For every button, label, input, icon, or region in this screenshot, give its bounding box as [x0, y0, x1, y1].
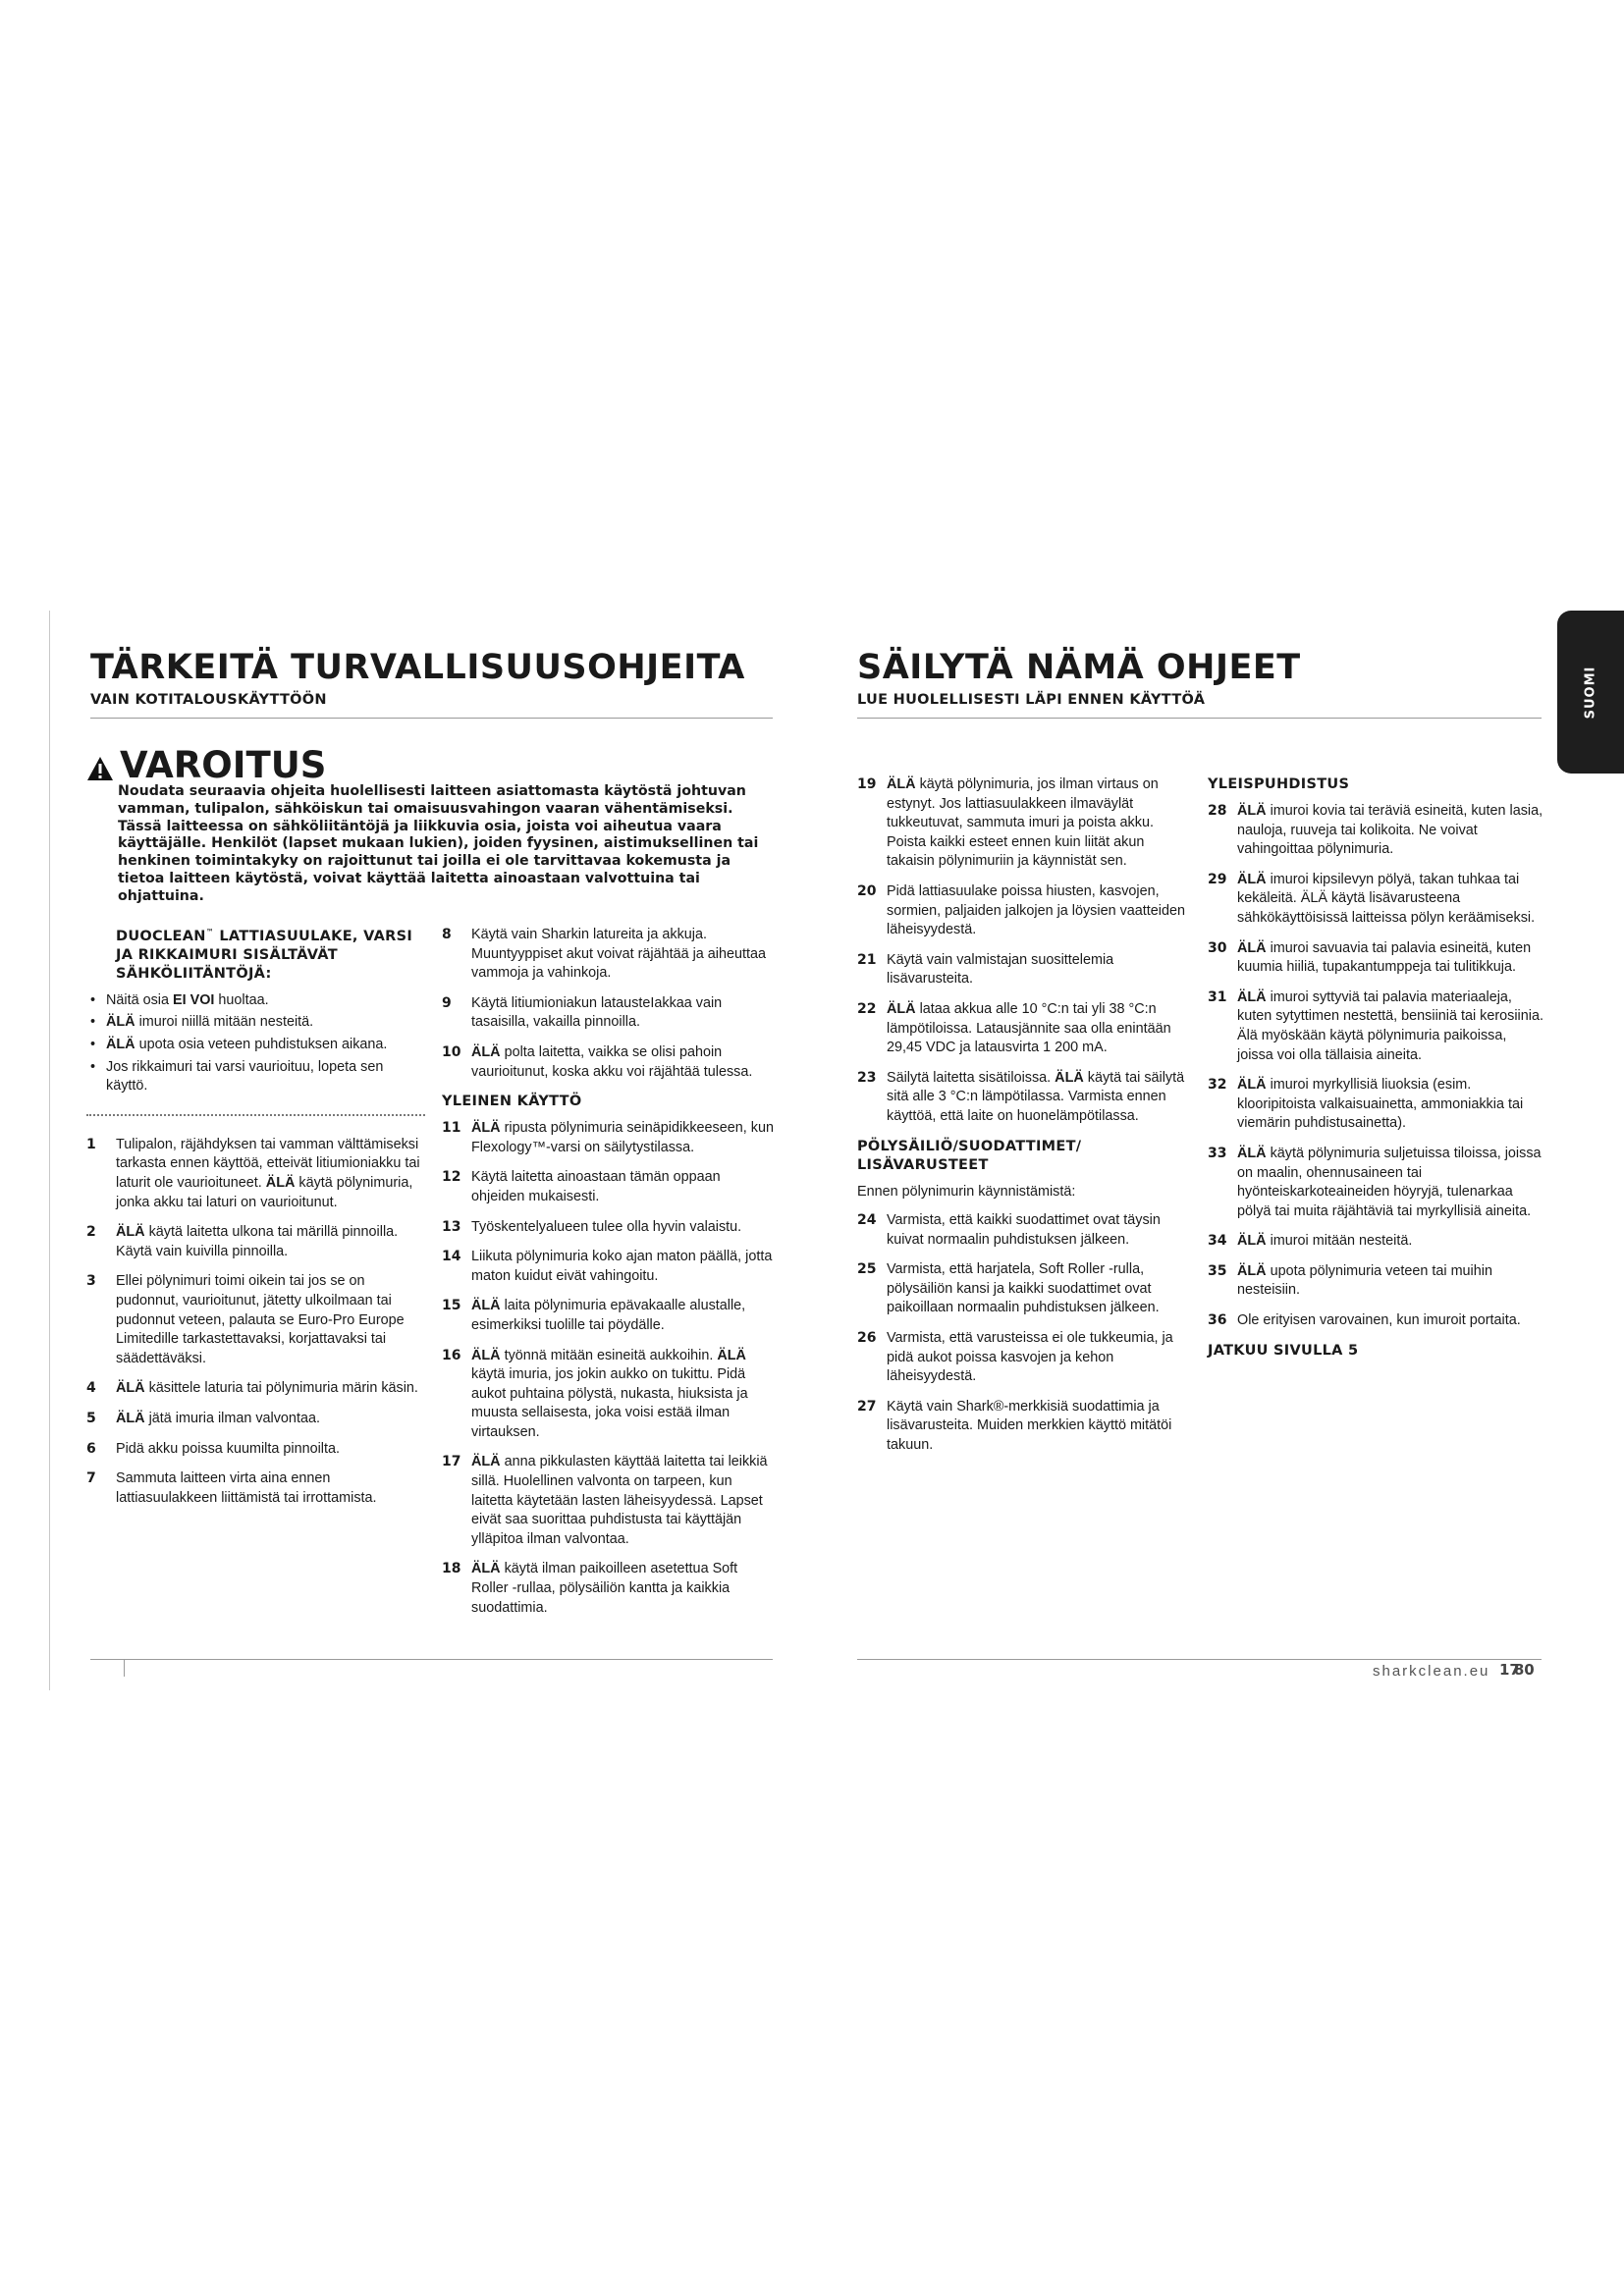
left-footer-rule [90, 1659, 773, 1660]
footer-page-number: 1780 [1499, 1661, 1535, 1679]
list-item: • ÄLÄ imuroi niillä mitään nesteitä. [90, 1014, 314, 1031]
list-item: 22 ÄLÄ lataa akkua alle 10 °C:n tai yli 38 °C:n lämpötiloissa. Latausjännite saa olla enintään 29,45 VDC ja latausvirta 1 200 mA. [857, 1000, 1171, 1056]
duoclean-heading: DUOCLEAN™ LATTIASUULAKE, VARSI JA RIKKAIMURI SISÄLTÄVÄT SÄHKÖLIITÄNTÖJÄ: [116, 928, 413, 982]
section-heading-yleispuhdistus: YLEISPUHDISTUS [1208, 776, 1350, 792]
list-item: 36 Ole erityisen varovainen, kun imuroit portaita. [1208, 1312, 1521, 1329]
left-title-rule [90, 718, 773, 719]
list-item: 20 Pidä lattiasuulake poissa hiusten, kasvojen, sormien, paljaiden jalkojen ja löysien vaatteiden läheisyydestä. [857, 882, 1185, 938]
list-item: 32 ÄLÄ imuroi myrkyllisiä liuoksia (esim. klooripitoista valkaisuainetta, ammoniakkia tai viemärin puhdistusainetta). [1208, 1077, 1524, 1132]
list-item: 10 ÄLÄ polta laitetta, vaikka se olisi pahoin vaurioitunut, koska akku voi räjähtää tulessa. [442, 1043, 753, 1080]
list-item: 33 ÄLÄ käytä pölynimuria suljetuissa tiloissa, joissa on maalin, ohennusaineen tai hyönteiskarkoteaineiden höyryjä, tulenarkaa pölyä tai muita räjähtäviä tai myrkyllisiä aineita. [1208, 1145, 1542, 1219]
column-3 [857, 775, 1191, 1467]
warning-heading: VAROITUS [120, 744, 327, 786]
continued-note: JATKUU SIVULLA 5 [1208, 1342, 1359, 1359]
language-tab-label: SUOMI [1583, 666, 1598, 719]
footer-site: sharkclean.eu [1373, 1663, 1490, 1680]
list-item: 12 Käytä laitetta ainoastaan tämän oppaan ohjeiden mukaisesti. [442, 1169, 721, 1204]
warning-triangle-icon [86, 756, 114, 781]
intro-text: Ennen pölynimurin käynnistämistä: [857, 1183, 1076, 1200]
warning-text: Noudata seuraavia ohjeita huolellisesti laitteen asiattomasta käytöstä johtuvan vamman, tulipalon, sähköiskun tai omaisuusvahingon vaaran vähentämiseksi. Tässä laitteessa on sähköliitäntöjä ja liikkuvia osia, joista voi aiheutua vaara käyttäjälle. Henkilöt (lapset mukaan lukien), joiden fyysinen, aistimuksellinen tai henkinen toimintakyky on rajoittunut tai joilla ei ole tarvittavaa kokemusta ja tietoa laitteen käytöstä, voivat käyttää laitetta ainoastaan valvottuina tai ohjattuina. [118, 783, 759, 904]
right-title-rule [857, 718, 1542, 719]
right-page-subtitle: LUE HUOLELLISESTI LÄPI ENNEN KÄYTTÖÄ [857, 692, 1206, 708]
column-1 [86, 923, 425, 1519]
list-item: 34 ÄLÄ imuroi mitään nesteitä. [1208, 1233, 1413, 1250]
list-item: • ÄLÄ upota osia veteen puhdistuksen aikana. [90, 1037, 388, 1053]
list-item: 17 ÄLÄ anna pikkulasten käyttää laitetta tai leikkiä sillä. Huolellinen valvonta on tarpeen, kun laitetta käytetään lasten läheisyydessä. Lapset eivät saa suorittaa puhdistusta tai käyttäjän ylläpitoa ilman valvontaa. [442, 1454, 768, 1547]
list-item: 11 ÄLÄ ripusta pölynimuria seinäpidikkeeseen, kun Flexology™-varsi on säilytystilassa. [442, 1120, 774, 1155]
right-footer-rule [857, 1659, 1542, 1660]
list-item: 14 Liikuta pölynimuria koko ajan maton päällä, jotta maton kuidut eivät vahingoitu. [442, 1249, 773, 1284]
right-page-title: SÄILYTÄ NÄMÄ OHJEET [857, 648, 1301, 687]
left-footer-tick [124, 1659, 125, 1677]
left-page-title: TÄRKEITÄ TURVALLISUUSOHJEITA [90, 648, 745, 687]
list-item: 8 Käytä vain Sharkin latureita ja akkuja. Muuntyyppiset akut voivat räjähtää ja aiheuttaa vammoja ja vahinkoja. [442, 927, 766, 982]
list-item: 35 ÄLÄ upota pölynimuria veteen tai muihin nesteisiin. [1208, 1262, 1492, 1299]
list-item: 21 Käytä vain valmistajan suosittelemia lisävarusteita. [857, 951, 1114, 988]
list-item: • Jos rikkaimuri tai varsi vaurioituu, lopeta sen käyttö. [90, 1058, 384, 1095]
list-item: 5 ÄLÄ jätä imuria ilman valvontaa. [86, 1410, 320, 1426]
list-item: 24 Varmista, että kaikki suodattimet ovat täysin kuivat normaalin puhdistuksen jälkeen. [857, 1212, 1161, 1248]
column-4 [1208, 775, 1546, 1368]
list-item: 4 ÄLÄ käsittele laturia tai pölynimuria märin käsin. [86, 1380, 418, 1397]
left-page-subtitle: VAIN KOTITALOUSKÄYTTÖÖN [90, 692, 327, 708]
left-margin-line [49, 611, 50, 1690]
warning-block [86, 746, 774, 906]
list-item: 3 Ellei pölynimuri toimi oikein tai jos se on pudonnut, vaurioitunut, jätetty ulkoilmaan tai pudonnut veteen, palauta se Euro-Pro Europe Limitedille tarkastettavaksi, korjattavaksi tai säädettäväksi. [86, 1273, 405, 1366]
list-item: 26 Varmista, että varusteissa ei ole tukkeumia, ja pidä aukot poissa kasvojen ja kehon läheisyydestä. [857, 1330, 1173, 1385]
list-item: 7 Sammuta laitteen virta aina ennen lattiasuulakkeen liittämistä tai irrottamista. [86, 1470, 377, 1506]
list-item: 9 Käytä litiumioniakun latausteIakkaa vain tasaisilla, vakailla pinnoilla. [442, 994, 723, 1031]
list-item: 18 ÄLÄ käytä ilman paikoilleen asetettua Soft Roller -rullaa, pölysäiliön kantta ja kaikkia suodattimia. [442, 1561, 738, 1616]
list-item: 2 ÄLÄ käytä laitetta ulkona tai märillä pinnoilla. Käytä vain kuivilla pinnoilla. [86, 1224, 399, 1259]
list-item: 29 ÄLÄ imuroi kipsilevyn pölyä, takan tuhkaa tai kekäleitä. ÄLÄ käytä lisävarusteena sähkökäyttöisissä laitteissa pölyn keräämiseksi. [1208, 871, 1536, 926]
list-item: 31 ÄLÄ imuroi syttyviä tai palavia materiaaleja, kuten sytyttimen nestettä, bensiiniä tai kerosiinia. Älä myöskään käytä pölynimuria paikoissa, joissa voi olla tällaisia aineita. [1208, 988, 1543, 1063]
list-item: 6 Pidä akku poissa kuumilta pinnoilta. [86, 1440, 340, 1457]
list-item: 1 Tulipalon, räjähdyksen tai vamman välttämiseksi tarkasta ennen käyttöä, etteivät litiumioniakku tai laturit ole vaurioituneet. ÄLÄ käytä pölynimuria, jonka akku tai laturi on vaurioitunut. [86, 1136, 420, 1210]
list-item: 28 ÄLÄ imuroi kovia tai teräviä esineitä, kuten lasia, nauloja, ruuveja tai kolikoita. Ne voivat vahingoittaa pölynimuria. [1208, 803, 1543, 858]
section-heading-polysailio: PÖLYSÄILIÖ/SUODATTIMET/ LISÄVARUSTEET [857, 1138, 1082, 1173]
list-item: 27 Käytä vain Shark®-merkkisiä suodattimia ja lisävarusteita. Muiden merkkien käyttö mitätöi takuun. [857, 1398, 1172, 1454]
list-item: 15 ÄLÄ laita pölynimuria epävakaalle alustalle, esimerkiksi tuolille tai pöydälle. [442, 1298, 746, 1333]
list-item: 25 Varmista, että harjatela, Soft Roller -rulla, pölysäiliön kansi ja kaikki suodattimet ovat paikoillaan normaalin puhdistuksen jälkeen. [857, 1261, 1160, 1316]
list-item: 16 ÄLÄ työnnä mitään esineitä aukkoihin. ÄLÄ käytä imuria, jos jokin aukko on tukittu. Pidä aukot puhtaina pölystä, nukasta, hiuksista ja muusta sellaisesta, joka voisi estää ilman virtauksen. [442, 1347, 748, 1440]
column-2 [442, 926, 776, 1629]
list-item: 13 Työskentelyalueen tulee olla hyvin valaistu. [442, 1218, 742, 1235]
list-item: 23 Säilytä laitetta sisätiloissa. ÄLÄ käytä tai säilytä sitä alle 3 °C:n lämpötilassa. Varmista ennen käyttöä, että laite on huonelämpötilassa. [857, 1069, 1185, 1124]
list-item: • Näitä osia EI VOI huoltaa. [90, 991, 269, 1008]
list-item: 19 ÄLÄ käytä pölynimuria, jos ilman virtaus on estynyt. Jos lattiasuulakkeen ilmaväylät tukkeutuvat, sammuta imuri ja poista akku. Poista kaikki esteet ennen kuin liität akun takaisin pölynimuriin ja käynnistät sen. [857, 776, 1159, 870]
section-heading-yleinen: YLEINEN KÄYTTÖ [442, 1094, 582, 1110]
dotted-divider [86, 1114, 425, 1116]
list-item: 30 ÄLÄ imuroi savuavia tai palavia esineitä, kuten kuumia hiiliä, tupakantumppeja tai tulitikkuja. [1208, 939, 1532, 976]
